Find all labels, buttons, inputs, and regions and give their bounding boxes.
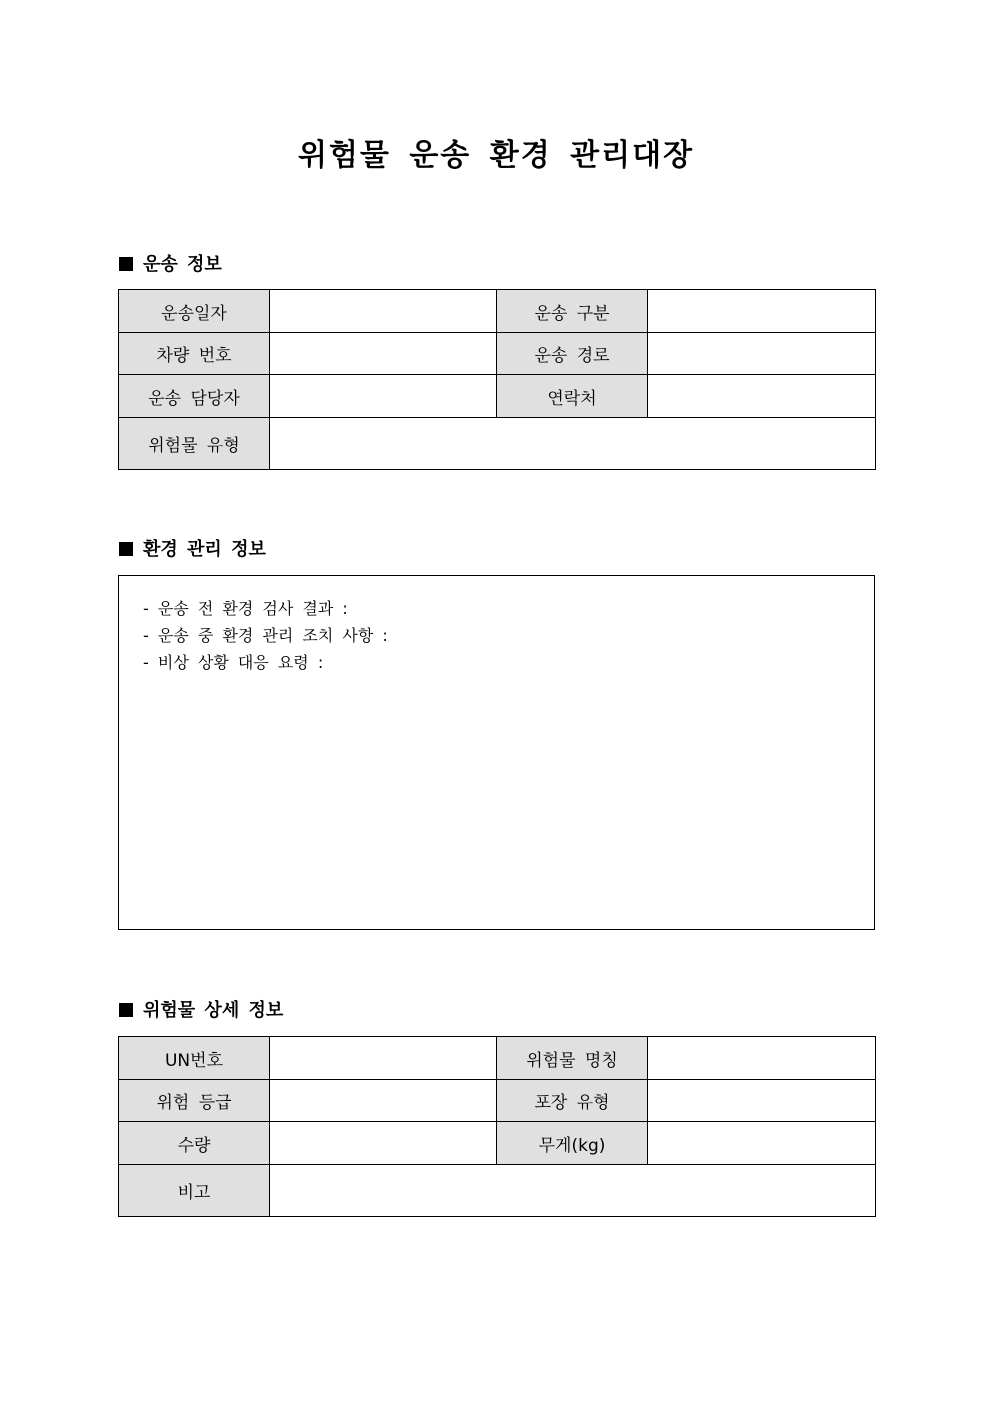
transport-route-label: 운송 경로 bbox=[497, 333, 648, 375]
square-bullet-icon bbox=[119, 257, 133, 271]
document-title: 위험물 운송 환경 관리대장 bbox=[297, 138, 695, 173]
table-row bbox=[119, 1122, 876, 1165]
transport-date-label: 운송일자 bbox=[119, 290, 270, 333]
packaging-type-label: 포장 유형 bbox=[497, 1080, 648, 1122]
hazard-class-label: 위험 등급 bbox=[119, 1080, 270, 1122]
hazmat-type-field[interactable] bbox=[270, 418, 876, 470]
transport-route-field[interactable] bbox=[648, 333, 876, 375]
section-heading-transport-label: 운송 정보 bbox=[143, 254, 222, 275]
table-row bbox=[119, 418, 876, 470]
transport-info-table bbox=[118, 289, 876, 470]
quantity-field[interactable] bbox=[270, 1122, 497, 1165]
remarks-field[interactable] bbox=[270, 1165, 876, 1217]
square-bullet-icon bbox=[119, 542, 133, 556]
vehicle-number-label: 차량 번호 bbox=[119, 333, 270, 375]
table-row bbox=[119, 1165, 876, 1217]
contact-field[interactable] bbox=[648, 375, 876, 418]
hazard-class-field[interactable] bbox=[270, 1080, 497, 1122]
section-heading-transport bbox=[119, 253, 222, 277]
list-item: - 운송 전 환경 검사 결과 : bbox=[143, 599, 348, 618]
transport-date-field[interactable] bbox=[270, 290, 497, 333]
hazmat-type-label: 위험물 유형 bbox=[119, 418, 270, 470]
hazmat-details-table bbox=[118, 1036, 876, 1217]
table-row bbox=[119, 290, 876, 333]
list-item: - 운송 중 환경 관리 조치 사항 : bbox=[143, 626, 388, 645]
table-row bbox=[119, 333, 876, 375]
section-heading-environment-label: 환경 관리 정보 bbox=[143, 539, 266, 560]
hazmat-name-label: 위험물 명칭 bbox=[497, 1037, 648, 1080]
transport-type-label: 운송 구분 bbox=[497, 290, 648, 333]
weight-label: 무게(kg) bbox=[497, 1122, 648, 1165]
environment-notes-box[interactable] bbox=[118, 575, 875, 930]
packaging-type-field[interactable] bbox=[648, 1080, 876, 1122]
transport-manager-label: 운송 담당자 bbox=[119, 375, 270, 418]
table-row bbox=[119, 1080, 876, 1122]
environment-notes-list bbox=[119, 576, 874, 676]
un-number-field[interactable] bbox=[270, 1037, 497, 1080]
transport-manager-field[interactable] bbox=[270, 375, 497, 418]
weight-field[interactable] bbox=[648, 1122, 876, 1165]
table-row bbox=[119, 375, 876, 418]
section-heading-environment bbox=[119, 538, 266, 562]
square-bullet-icon bbox=[119, 1003, 133, 1017]
section-heading-hazmat-label: 위험물 상세 정보 bbox=[143, 1000, 284, 1021]
list-item: - 비상 상황 대응 요령 : bbox=[143, 653, 324, 672]
remarks-label: 비고 bbox=[119, 1165, 270, 1217]
vehicle-number-field[interactable] bbox=[270, 333, 497, 375]
table-row bbox=[119, 1037, 876, 1080]
section-heading-hazmat bbox=[119, 999, 283, 1023]
contact-label: 연락처 bbox=[497, 375, 648, 418]
un-number-label: UN번호 bbox=[119, 1037, 270, 1080]
hazmat-name-field[interactable] bbox=[648, 1037, 876, 1080]
quantity-label: 수량 bbox=[119, 1122, 270, 1165]
transport-type-field[interactable] bbox=[648, 290, 876, 333]
